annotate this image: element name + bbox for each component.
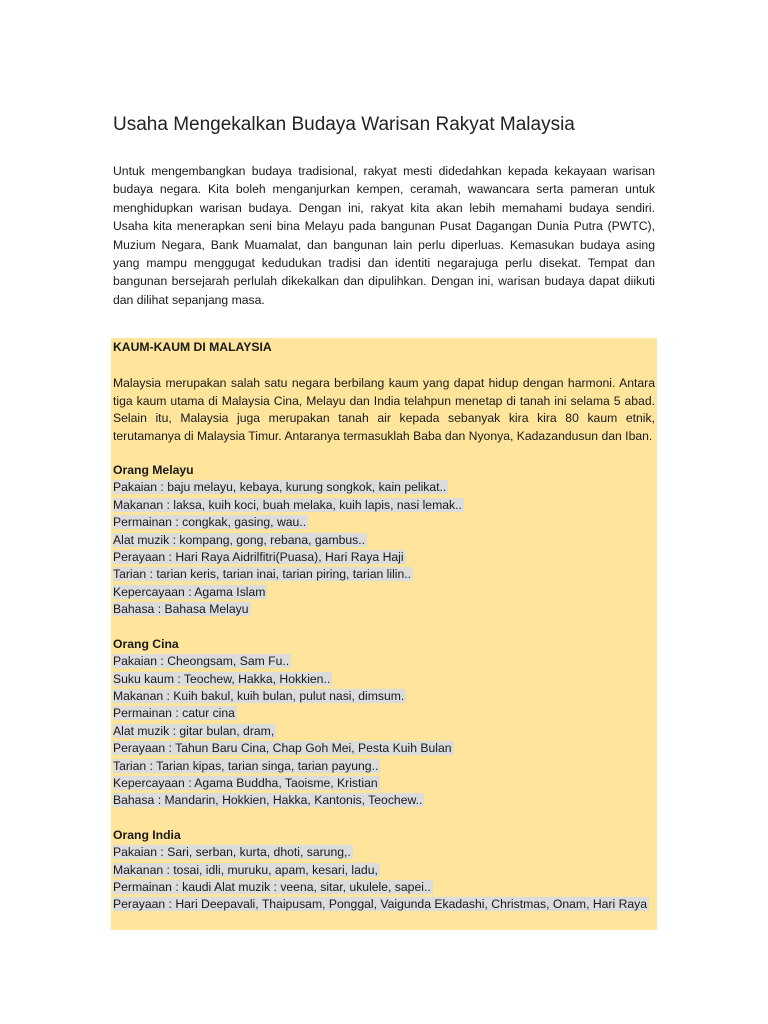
list-item: Bahasa : Mandarin, Hokkien, Hakka, Kantonis, Teochew..	[113, 793, 423, 808]
list-item: Permainan : congkak, gasing, wau..	[113, 515, 307, 530]
list-item: Pakaian : baju melayu, kebaya, kurung songkok, kain pelikat..	[113, 480, 447, 495]
list-item: Makanan : Kuih bakul, kuih bulan, pulut nasi, dimsum.	[113, 688, 405, 703]
page-title: Usaha Mengekalkan Budaya Warisan Rakyat Malaysia	[113, 114, 575, 135]
list-item: Alat muzik : gitar bulan, dram,	[113, 723, 275, 738]
list-item: Permainan : kaudi Alat muzik : veena, sitar, ukulele, sapei..	[113, 879, 431, 894]
list-item: Pakaian : Cheongsam, Sam Fu..	[113, 654, 290, 669]
list-item: Kepercayaan : Agama Islam	[113, 584, 266, 599]
list-item: Perayaan : Hari Deepavali, Thaipusam, Ponggal, Vaigunda Ekadashi, Christmas, Onam, Hari Raya	[113, 897, 648, 912]
group-title: Orang Melayu	[113, 463, 194, 478]
group-orang-cina	[113, 636, 655, 810]
section-paragraph: Malaysia merupakan salah satu negara berbilang kaum yang dapat hidup dengan harmoni. Antara tiga kaum utama di Malaysia Cina, Melayu dan India telahpun menetap di tanah ini selama 5 abad. Selain itu, Malaysia juga merupakan tanah air kepada sebanyak kira kira 80 kaum etnik, terutamanya di Malaysia Timur. Antaranya termasuklah Baba dan Nyonya, Kadazandusun dan Iban.	[113, 376, 655, 443]
list-item: Alat muzik : kompang, gong, rebana, gambus..	[113, 532, 366, 547]
highlighted-section	[111, 338, 657, 930]
list-item: Makanan : laksa, kuih koci, buah melaka, kuih lapis, nasi lemak..	[113, 497, 462, 512]
list-item: Suku kaum : Teochew, Hakka, Hokkien..	[113, 671, 331, 686]
intro-paragraph: Untuk mengembangkan budaya tradisional, rakyat mesti didedahkan kepada kekayaan warisan budaya negara. Kita boleh menganjurkan kempen, ceramah, wawancara serta pameran untuk menghidupkan warisan budaya. Dengan ini, rakyat kita akan lebih memahami budaya sendiri. Usaha kita menerapkan seni bina Melayu pada bangunan Pusat Dagangan Dunia Putra (PWTC), Muzium Negara, Bank Muamalat, dan bangunan lain perlu diperluas. Kemasukan budaya asing yang mampu menggugat kedudukan tradisi dan identiti negarajuga perlu disekat. Tempat dan bangunan bersejarah perlulah dikekalkan dan dipulihkan. Dengan ini, warisan budaya dapat diikuti dan dilihat sepanjang masa.	[113, 164, 655, 307]
list-item: Permainan : catur cina	[113, 706, 235, 721]
list-item: Perayaan : Hari Raya Aidrilfitri(Puasa), Hari Raya Haji	[113, 550, 404, 565]
list-item: Kepercayaan : Agama Buddha, Taoisme, Kristian	[113, 775, 378, 790]
list-item: Perayaan : Tahun Baru Cina, Chap Goh Mei, Pesta Kuih Bulan	[113, 741, 452, 756]
group-title: Orang India	[113, 827, 181, 842]
list-item: Pakaian : Sari, serban, kurta, dhoti, sarung,.	[113, 845, 351, 860]
list-item: Makanan : tosai, idli, muruku, apam, kesari, ladu,	[113, 862, 378, 877]
group-orang-india	[113, 827, 655, 914]
group-title: Orang Cina	[113, 636, 179, 651]
section-heading: KAUM-KAUM DI MALAYSIA	[113, 340, 272, 354]
list-item: Tarian : Tarian kipas, tarian singa, tarian payung..	[113, 758, 379, 773]
list-item: Tarian : tarian keris, tarian inai, tarian piring, tarian lilin..	[113, 567, 412, 582]
list-item: Bahasa : Bahasa Melayu	[113, 602, 249, 617]
group-orang-melayu	[113, 462, 655, 619]
